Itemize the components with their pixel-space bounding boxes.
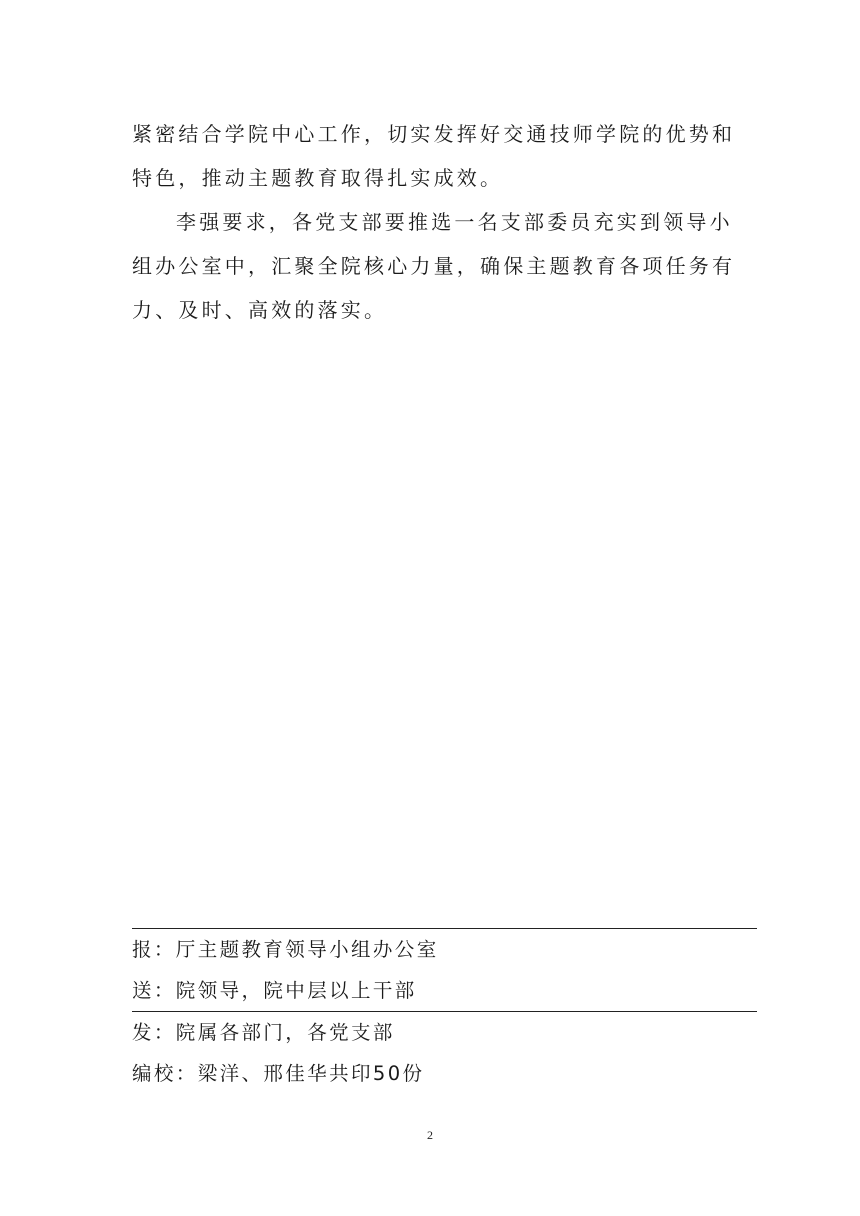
body-text <box>132 112 752 332</box>
send-to-line: 送：院领导，院中层以上干部 <box>132 979 417 1002</box>
issue-to-line: 发：院属各部门，各党支部 <box>132 1021 395 1044</box>
report-to-line: 报：厅主题教育领导小组办公室 <box>132 938 439 961</box>
paragraph-2 <box>132 200 752 332</box>
paragraph-2-line-2: 组办公室中，汇聚全院核心力量，确保主题教育各项任务有 <box>132 254 736 278</box>
editor-note-line: 编校：梁洋、邢佳华共印50份 <box>132 1062 425 1085</box>
page-number: 2 <box>427 1128 433 1142</box>
paragraph-1-line-2: 特色，推动主题教育取得扎实成效。 <box>132 166 504 190</box>
paragraph-2-line-1: 李强要求，各党支部要推选一名支部委员充实到领导小 <box>176 210 733 234</box>
paragraph-2-line-3: 力、及时、高效的落实。 <box>132 298 388 322</box>
distribution-block <box>132 928 757 1094</box>
paragraph-1-line-1: 紧密结合学院中心工作，切实发挥好交通技师学院的优势和 <box>132 122 736 146</box>
paragraph-1 <box>132 112 752 200</box>
